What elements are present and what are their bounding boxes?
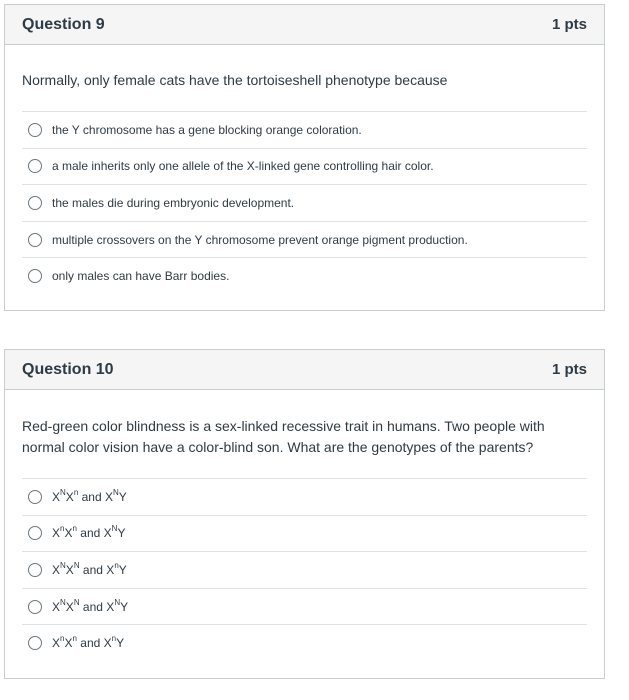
question-9-card <box>4 4 605 311</box>
answer-option[interactable] <box>22 111 587 148</box>
question-points: 1 pts <box>551 16 587 33</box>
answer-label: a male inherits only one allele of the X-linked gene controlling hair color. <box>52 159 434 174</box>
answer-label: the males die during embryonic development. <box>52 195 295 210</box>
answer-label: $X^nX^n$ and $X^NY$ <box>52 524 126 541</box>
answer-label: multiple crossovers on the Y chromosome prevent orange pigment production. <box>52 232 468 247</box>
answer-label: $X^NX^N$ and $X^nY$ <box>52 560 127 577</box>
question-text: Red-green color blindness is a sex-linked recessive trait in humans. Two people with normal color vision have a color-blind son. What are the genotypes of the parents? <box>22 418 545 455</box>
radio-button-icon[interactable] <box>28 159 42 173</box>
radio-button-icon[interactable] <box>28 636 42 650</box>
question-title: Question 10 <box>22 360 114 378</box>
radio-button-icon[interactable] <box>28 490 42 504</box>
answer-option[interactable] <box>22 257 587 294</box>
radio-button-icon[interactable] <box>28 233 42 247</box>
question-text: Normally, only female cats have the tortoiseshell phenotype because <box>22 72 448 88</box>
radio-button-icon[interactable] <box>28 123 42 137</box>
question-points: 1 pts <box>551 361 587 378</box>
question-header <box>5 5 604 45</box>
answer-option[interactable] <box>22 478 587 515</box>
answer-label: the Y chromosome has a gene blocking orange coloration. <box>52 122 362 137</box>
question-10-card <box>4 349 605 679</box>
radio-button-icon[interactable] <box>28 196 42 210</box>
answer-list <box>22 111 587 294</box>
question-title: Question 9 <box>22 15 105 33</box>
answer-option[interactable] <box>22 515 587 552</box>
radio-button-icon[interactable] <box>28 269 42 283</box>
answer-label: $X^NX^N$ and $X^NY$ <box>52 597 129 614</box>
answer-option[interactable] <box>22 148 587 185</box>
answer-label: only males can have Barr bodies. <box>52 269 230 284</box>
question-body <box>5 416 604 661</box>
answer-option[interactable] <box>22 624 587 661</box>
answer-list <box>22 478 587 661</box>
answer-option[interactable] <box>22 221 587 258</box>
radio-button-icon[interactable] <box>28 526 42 540</box>
answer-option[interactable] <box>22 588 587 625</box>
question-header <box>5 350 604 390</box>
answer-label: $X^nX^n$ and $X^nY$ <box>52 634 125 651</box>
radio-button-icon[interactable] <box>28 600 42 614</box>
answer-option[interactable] <box>22 184 587 221</box>
answer-label: $X^NX^n$ and $X^NY$ <box>52 487 127 504</box>
radio-button-icon[interactable] <box>28 563 42 577</box>
answer-option[interactable] <box>22 551 587 588</box>
question-body <box>5 70 604 294</box>
